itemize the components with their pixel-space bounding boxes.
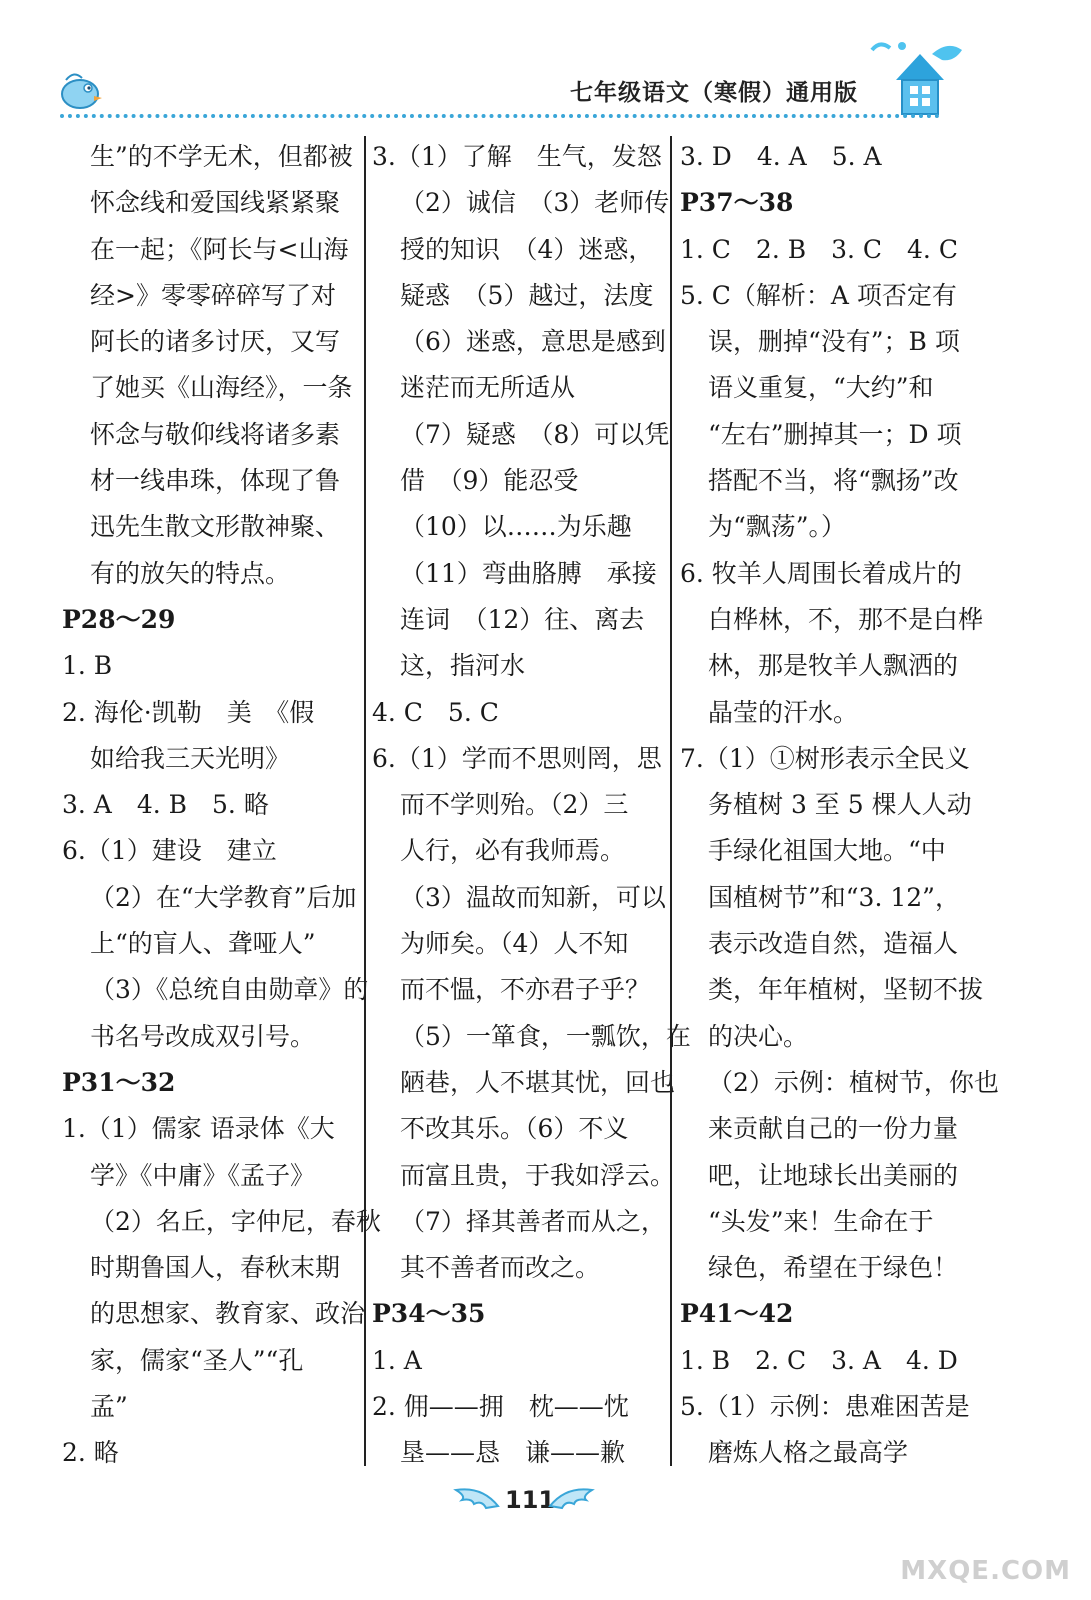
answer-line: 的决心。 (708, 1021, 809, 1051)
answer-line: 晶莹的汗水。 (708, 697, 859, 727)
answer-line: 2. 海伦·凯勒 美 《假 (62, 697, 315, 727)
section-heading: P31～32 (62, 1067, 176, 1097)
answer-line: 搭配不当，将“飘扬”改 (708, 466, 959, 496)
answer-line: 误，删掉“没有”；B 项 (708, 327, 960, 357)
answer-line: 怀念与敬仰线将诸多素 (90, 419, 341, 449)
header-title: 七年级语文（寒假）通用版 (570, 80, 858, 106)
column-divider (670, 136, 672, 1466)
answer-line: 7.（1）①树形表示全民义 (680, 743, 970, 773)
answer-line: 务植树 3 至 5 棵人人动 (708, 790, 972, 820)
answer-line: 了她买《山海经》，一条 (90, 373, 353, 403)
answer-line: 2. 佣——拥 枕——忱 (372, 1392, 629, 1422)
page-number: 111 (505, 1486, 556, 1514)
answer-line: 的思想家、教育家、政治 (90, 1299, 366, 1329)
answer-line: 学》《中庸》《孟子》 (90, 1160, 316, 1190)
column-divider (364, 136, 366, 1466)
answer-line: 林，那是牧羊人飘洒的 (708, 651, 959, 681)
answer-line: 为师矣。（4）人不知 (400, 929, 629, 959)
answer-line: （2）示例：植树节，你也 (708, 1067, 999, 1097)
answer-line: （2）名丘，字仲尼，春秋 (90, 1206, 381, 1236)
answer-line: （5）一箪食，一瓢饮，在 (400, 1021, 691, 1051)
answer-column-3 (680, 134, 999, 1477)
answer-line: 5. C（解析：A 项否定有 (680, 280, 957, 310)
answer-line: 6.（1）建设 建立 (62, 836, 277, 866)
answer-line: （10）以……为乐趣 (400, 512, 632, 542)
answer-line: 绿色，希望在于绿色！ (708, 1253, 959, 1283)
answer-line: 4. C 5. C (372, 697, 499, 727)
answer-line: 有的放矢的特点。 (90, 558, 291, 588)
answer-line: 垦——恳 谦——歉 (400, 1438, 626, 1468)
page-header (0, 0, 1091, 125)
answer-line: 不改其乐。（6）不义 (400, 1114, 629, 1144)
answer-line: 怀念线和爱国线紧紧聚 (90, 188, 341, 218)
house-icon (862, 40, 972, 124)
header-divider (60, 114, 940, 118)
answer-line: 其不善者而改之。 (400, 1253, 601, 1283)
answer-line: “头发”来！生命在于 (708, 1206, 934, 1236)
answer-line: 而不学则殆。（2）三 (400, 790, 629, 820)
answer-line: 1. A (372, 1345, 422, 1375)
answer-line: 借 （9）能忍受 (400, 466, 579, 496)
answer-line: （3）《总统自由勋章》的 (90, 975, 369, 1005)
answer-line: 表示改造自然，造福人 (708, 929, 959, 959)
answer-line: 6. 牧羊人周围长着成片的 (680, 558, 962, 588)
section-heading: P34～35 (372, 1299, 486, 1329)
section-heading: P37～38 (680, 188, 794, 218)
answer-line: 连词 （12）往、离去 (400, 604, 645, 634)
answer-column-1 (62, 134, 381, 1477)
answer-line: （2）诚信 （3）老师传 (400, 188, 670, 218)
wing-icon (548, 1484, 596, 1518)
answer-line: （7）疑惑 （8）可以凭 (400, 419, 670, 449)
answer-line: 在一起；《阿长与<山海 (90, 234, 349, 264)
answer-line: 5.（1）示例：患难困苦是 (680, 1392, 970, 1422)
answer-line: 1. B (62, 651, 113, 681)
answer-line: 1.（1）儒家 语录体《大 (62, 1114, 335, 1144)
answer-line: 阿长的诸多讨厌，又写 (90, 327, 341, 357)
answer-line: 1. C 2. B 3. C 4. C (680, 234, 958, 264)
answer-line: 材一线串珠，体现了鲁 (90, 466, 341, 496)
answer-line: 3. D 4. A 5. A (680, 142, 882, 171)
answer-line: 6.（1）学而不思则罔，思 (372, 743, 662, 773)
answer-line: “左右”删掉其一；D 项 (708, 419, 962, 449)
answer-line: 孟” (90, 1392, 128, 1422)
answer-line: 这，指河水 (400, 651, 526, 681)
answer-line: 授的知识 （4）迷惑， (400, 234, 654, 264)
answer-line: 磨炼人格之最高学 (708, 1438, 909, 1468)
wing-icon (452, 1484, 500, 1518)
answer-line: 手绿化祖国大地。“中 (708, 836, 946, 866)
answer-line: 国植树节”和“3. 12”， (708, 882, 960, 912)
answer-line: 3.（1）了解 生气，发怒 (372, 142, 662, 171)
answer-line: 3. A 4. B 5. 略 (62, 790, 269, 820)
answer-line: 人行，必有我师焉。 (400, 836, 626, 866)
answer-line: 迅先生散文形散神聚、 (90, 512, 341, 542)
answer-line: 2. 略 (62, 1438, 119, 1468)
answer-line: 家，儒家“圣人”“孔 (90, 1345, 304, 1375)
answer-line: 白桦林，不，那不是白桦 (708, 604, 984, 634)
answer-line: 疑惑 （5）越过，法度 (400, 280, 654, 310)
bird-logo-icon (58, 68, 104, 116)
answer-column-2 (372, 134, 691, 1477)
answer-line: 语义重复，“大约”和 (708, 373, 934, 403)
answer-line: 上“的盲人、聋哑人” (90, 929, 316, 959)
answer-line: （3）温故而知新，可以 (400, 882, 666, 912)
answer-line: 而富且贵，于我如浮云。 (400, 1160, 676, 1190)
answer-line: 经>》零零碎碎写了对 (90, 280, 336, 310)
answer-line: （2）在“大学教育”后加 (90, 882, 357, 912)
answer-line: 来贡献自己的一份力量 (708, 1114, 959, 1144)
watermark: MXQE.COM (900, 1556, 1071, 1586)
section-heading: P28～29 (62, 604, 176, 634)
answer-line: （11）弯曲胳膊 承接 (400, 558, 657, 588)
answer-line: 类，年年植树，坚韧不拔 (708, 975, 984, 1005)
answer-line: 时期鲁国人，春秋末期 (90, 1253, 341, 1283)
answer-line: 而不愠，不亦君子乎？ (400, 975, 651, 1005)
answer-line: 如给我三天光明》 (90, 743, 291, 773)
answer-line: 为“飘荡”。） (708, 512, 847, 542)
answer-line: 吧，让地球长出美丽的 (708, 1160, 959, 1190)
answer-line: 1. B 2. C 3. A 4. D (680, 1345, 958, 1375)
answer-line: 生”的不学无术，但都被 (90, 142, 353, 171)
answer-line: 迷茫而无所适从 (400, 373, 576, 403)
section-heading: P41～42 (680, 1299, 794, 1329)
answer-line: 书名号改成双引号。 (90, 1021, 316, 1051)
answer-line: （7）择其善者而从之， (400, 1206, 666, 1236)
answer-line: 陋巷，人不堪其忧，回也 (400, 1067, 676, 1097)
answer-line: （6）迷惑，意思是感到 (400, 327, 666, 357)
